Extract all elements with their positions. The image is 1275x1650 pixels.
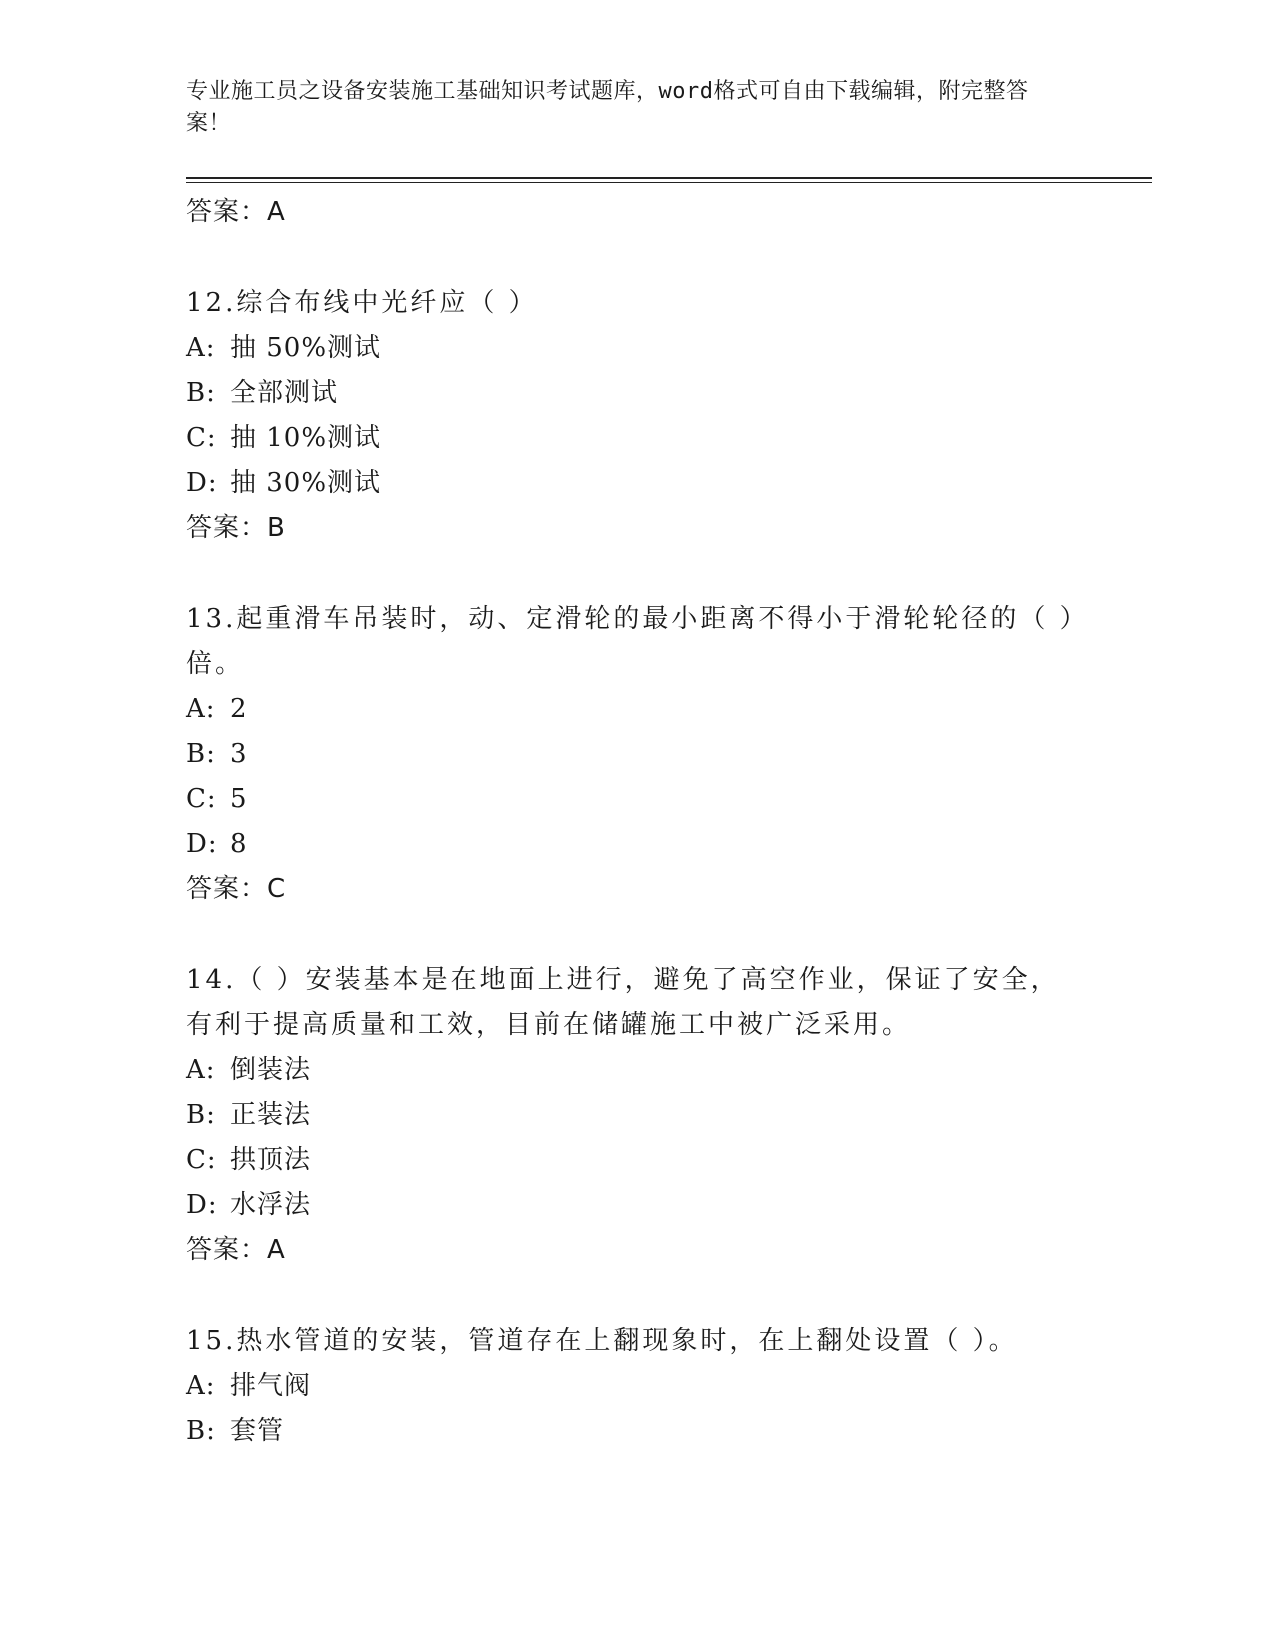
header-rule-thick	[186, 177, 1152, 179]
question-list	[186, 190, 1086, 1454]
answer-line: 答案：C	[186, 874, 287, 904]
option-letter: A:	[186, 694, 216, 724]
option-letter: D:	[186, 468, 218, 498]
option-letter: C:	[186, 1145, 217, 1175]
option-text: 8	[230, 829, 248, 859]
question-text: 14.（ ）安装基本是在地面上进行，避免了高空作业，保证了安全，有利于提高质量和工效，目前在储罐施工中被广泛采用。	[186, 965, 1060, 1040]
option-letter: C:	[186, 784, 217, 814]
option-text: 2	[230, 694, 248, 724]
option-d	[186, 1183, 1086, 1228]
option-letter: A:	[186, 333, 216, 363]
question-text: 13.起重滑车吊装时，动、定滑轮的最小距离不得小于滑轮轮径的（ ）倍。	[186, 604, 1076, 679]
option-a	[186, 687, 1086, 732]
option-text: 水浮法	[230, 1190, 312, 1220]
document-header: 专业施工员之设备安装施工基础知识考试题库，word格式可自由下载编辑，附完整答案！	[186, 79, 1029, 136]
option-text: 正装法	[230, 1100, 312, 1130]
option-text: 抽 30%测试	[230, 468, 382, 498]
option-letter: B:	[186, 1416, 216, 1446]
question-block	[186, 1319, 1086, 1454]
option-c	[186, 1138, 1086, 1183]
header-rule-thin	[186, 182, 1152, 183]
option-letter: B:	[186, 739, 216, 769]
question-text: 15.热水管道的安装，管道存在上翻现象时，在上翻处设置（ ）。	[186, 1326, 1018, 1356]
option-b	[186, 732, 1086, 777]
option-text: 拱顶法	[230, 1145, 312, 1175]
option-c	[186, 777, 1086, 822]
option-text: 抽 50%测试	[230, 333, 382, 363]
option-text: 全部测试	[230, 378, 339, 408]
question-block	[186, 597, 1086, 912]
option-a	[186, 1364, 1086, 1409]
option-d	[186, 822, 1086, 867]
option-b	[186, 371, 1086, 416]
option-text: 抽 10%测试	[230, 423, 382, 453]
answer-line: 答案：A	[186, 1235, 286, 1265]
option-letter: D:	[186, 829, 218, 859]
option-text: 排气阀	[230, 1371, 312, 1401]
option-text: 3	[230, 739, 248, 769]
answer-line: 答案：B	[186, 513, 286, 543]
option-text: 倒装法	[230, 1055, 312, 1085]
option-b	[186, 1409, 1086, 1454]
question-block	[186, 958, 1086, 1273]
question-block	[186, 281, 1086, 551]
option-letter: D:	[186, 1190, 218, 1220]
option-letter: B:	[186, 1100, 216, 1130]
option-letter: C:	[186, 423, 217, 453]
option-a	[186, 1048, 1086, 1093]
option-letter: A:	[186, 1371, 216, 1401]
question-text: 12.综合布线中光纤应（ ）	[186, 288, 538, 318]
option-c	[186, 416, 1086, 461]
option-letter: A:	[186, 1055, 216, 1085]
option-b	[186, 1093, 1086, 1138]
option-letter: B:	[186, 378, 216, 408]
option-d	[186, 461, 1086, 506]
option-text: 5	[230, 784, 248, 814]
option-text: 套管	[230, 1416, 285, 1446]
option-a	[186, 326, 1086, 371]
answer-line: 答案：A	[186, 197, 286, 227]
